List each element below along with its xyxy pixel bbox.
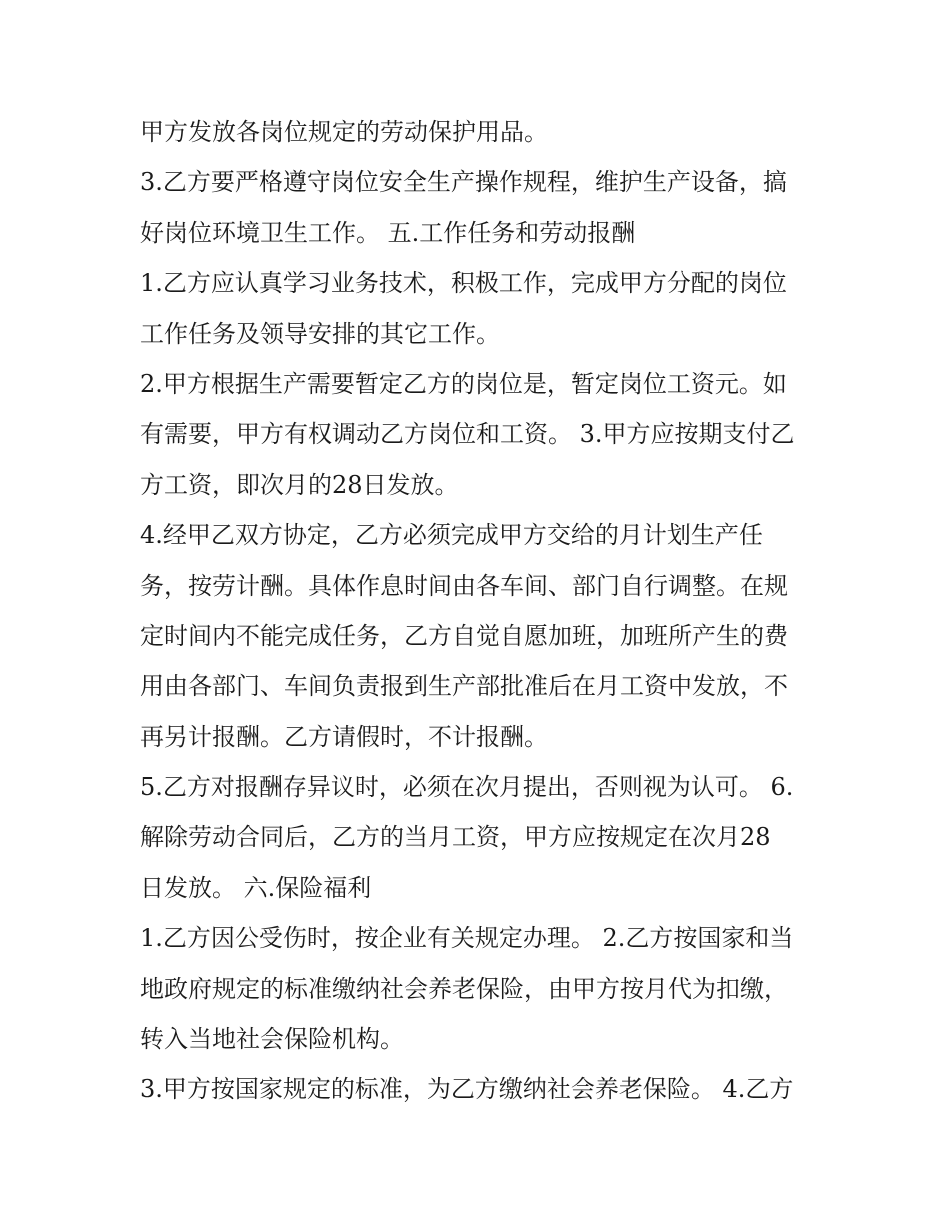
text-line: 1.乙方应认真学习业务技术，积极工作，完成甲方分配的岗位 [140,269,787,298]
text-line: 定时间内不能完成任务，乙方自觉自愿加班，加班所产生的费 [140,621,788,650]
text-line: 转入当地社会保险机构。 [140,1025,404,1054]
text-line: 工作任务及领导安排的其它工作。 [140,319,500,348]
text-line: 好岗位环境卫生工作。 五.工作任务和劳动报酬 [140,218,636,247]
text-line: 方工资，即次月的28日发放。 [140,470,459,499]
text-line: 有需要，甲方有权调动乙方岗位和工资。 3.甲方应按期支付乙 [140,420,795,449]
text-line: 3.甲方按国家规定的标准，为乙方缴纳社会养老保险。 4.乙方 [140,1075,794,1104]
text-line: 再另计报酬。乙方请假时，不计报酬。 [140,722,548,751]
text-line: 3.乙方要严格遵守岗位安全生产操作规程，维护生产设备，搞 [140,168,787,197]
text-line: 4.经甲乙双方协定，乙方必须完成甲方交给的月计划生产任 [140,521,763,550]
text-line: 2.甲方根据生产需要暂定乙方的岗位是，暂定岗位工资元。如 [140,369,787,398]
text-line: 地政府规定的标准缴纳社会养老保险，由甲方按月代为扣缴， [140,974,788,1003]
text-line: 务，按劳计酬。具体作息时间由各车间、部门自行调整。在规 [140,571,788,600]
text-line: 1.乙方因公受伤时，按企业有关规定办理。 2.乙方按国家和当 [140,924,794,953]
text-line: 解除劳动合同后，乙方的当月工资，甲方应按规定在次月28 [140,823,771,852]
text-line: 用由各部门、车间负责报到生产部批准后在月工资中发放，不 [140,672,788,701]
document-body [140,107,820,1115]
text-line: 日发放。 六.保险福利 [140,873,372,902]
text-line: 5.乙方对报酬存异议时，必须在次月提出，否则视为认可。 6. [140,773,794,802]
text-line: 甲方发放各岗位规定的劳动保护用品。 [140,118,548,146]
